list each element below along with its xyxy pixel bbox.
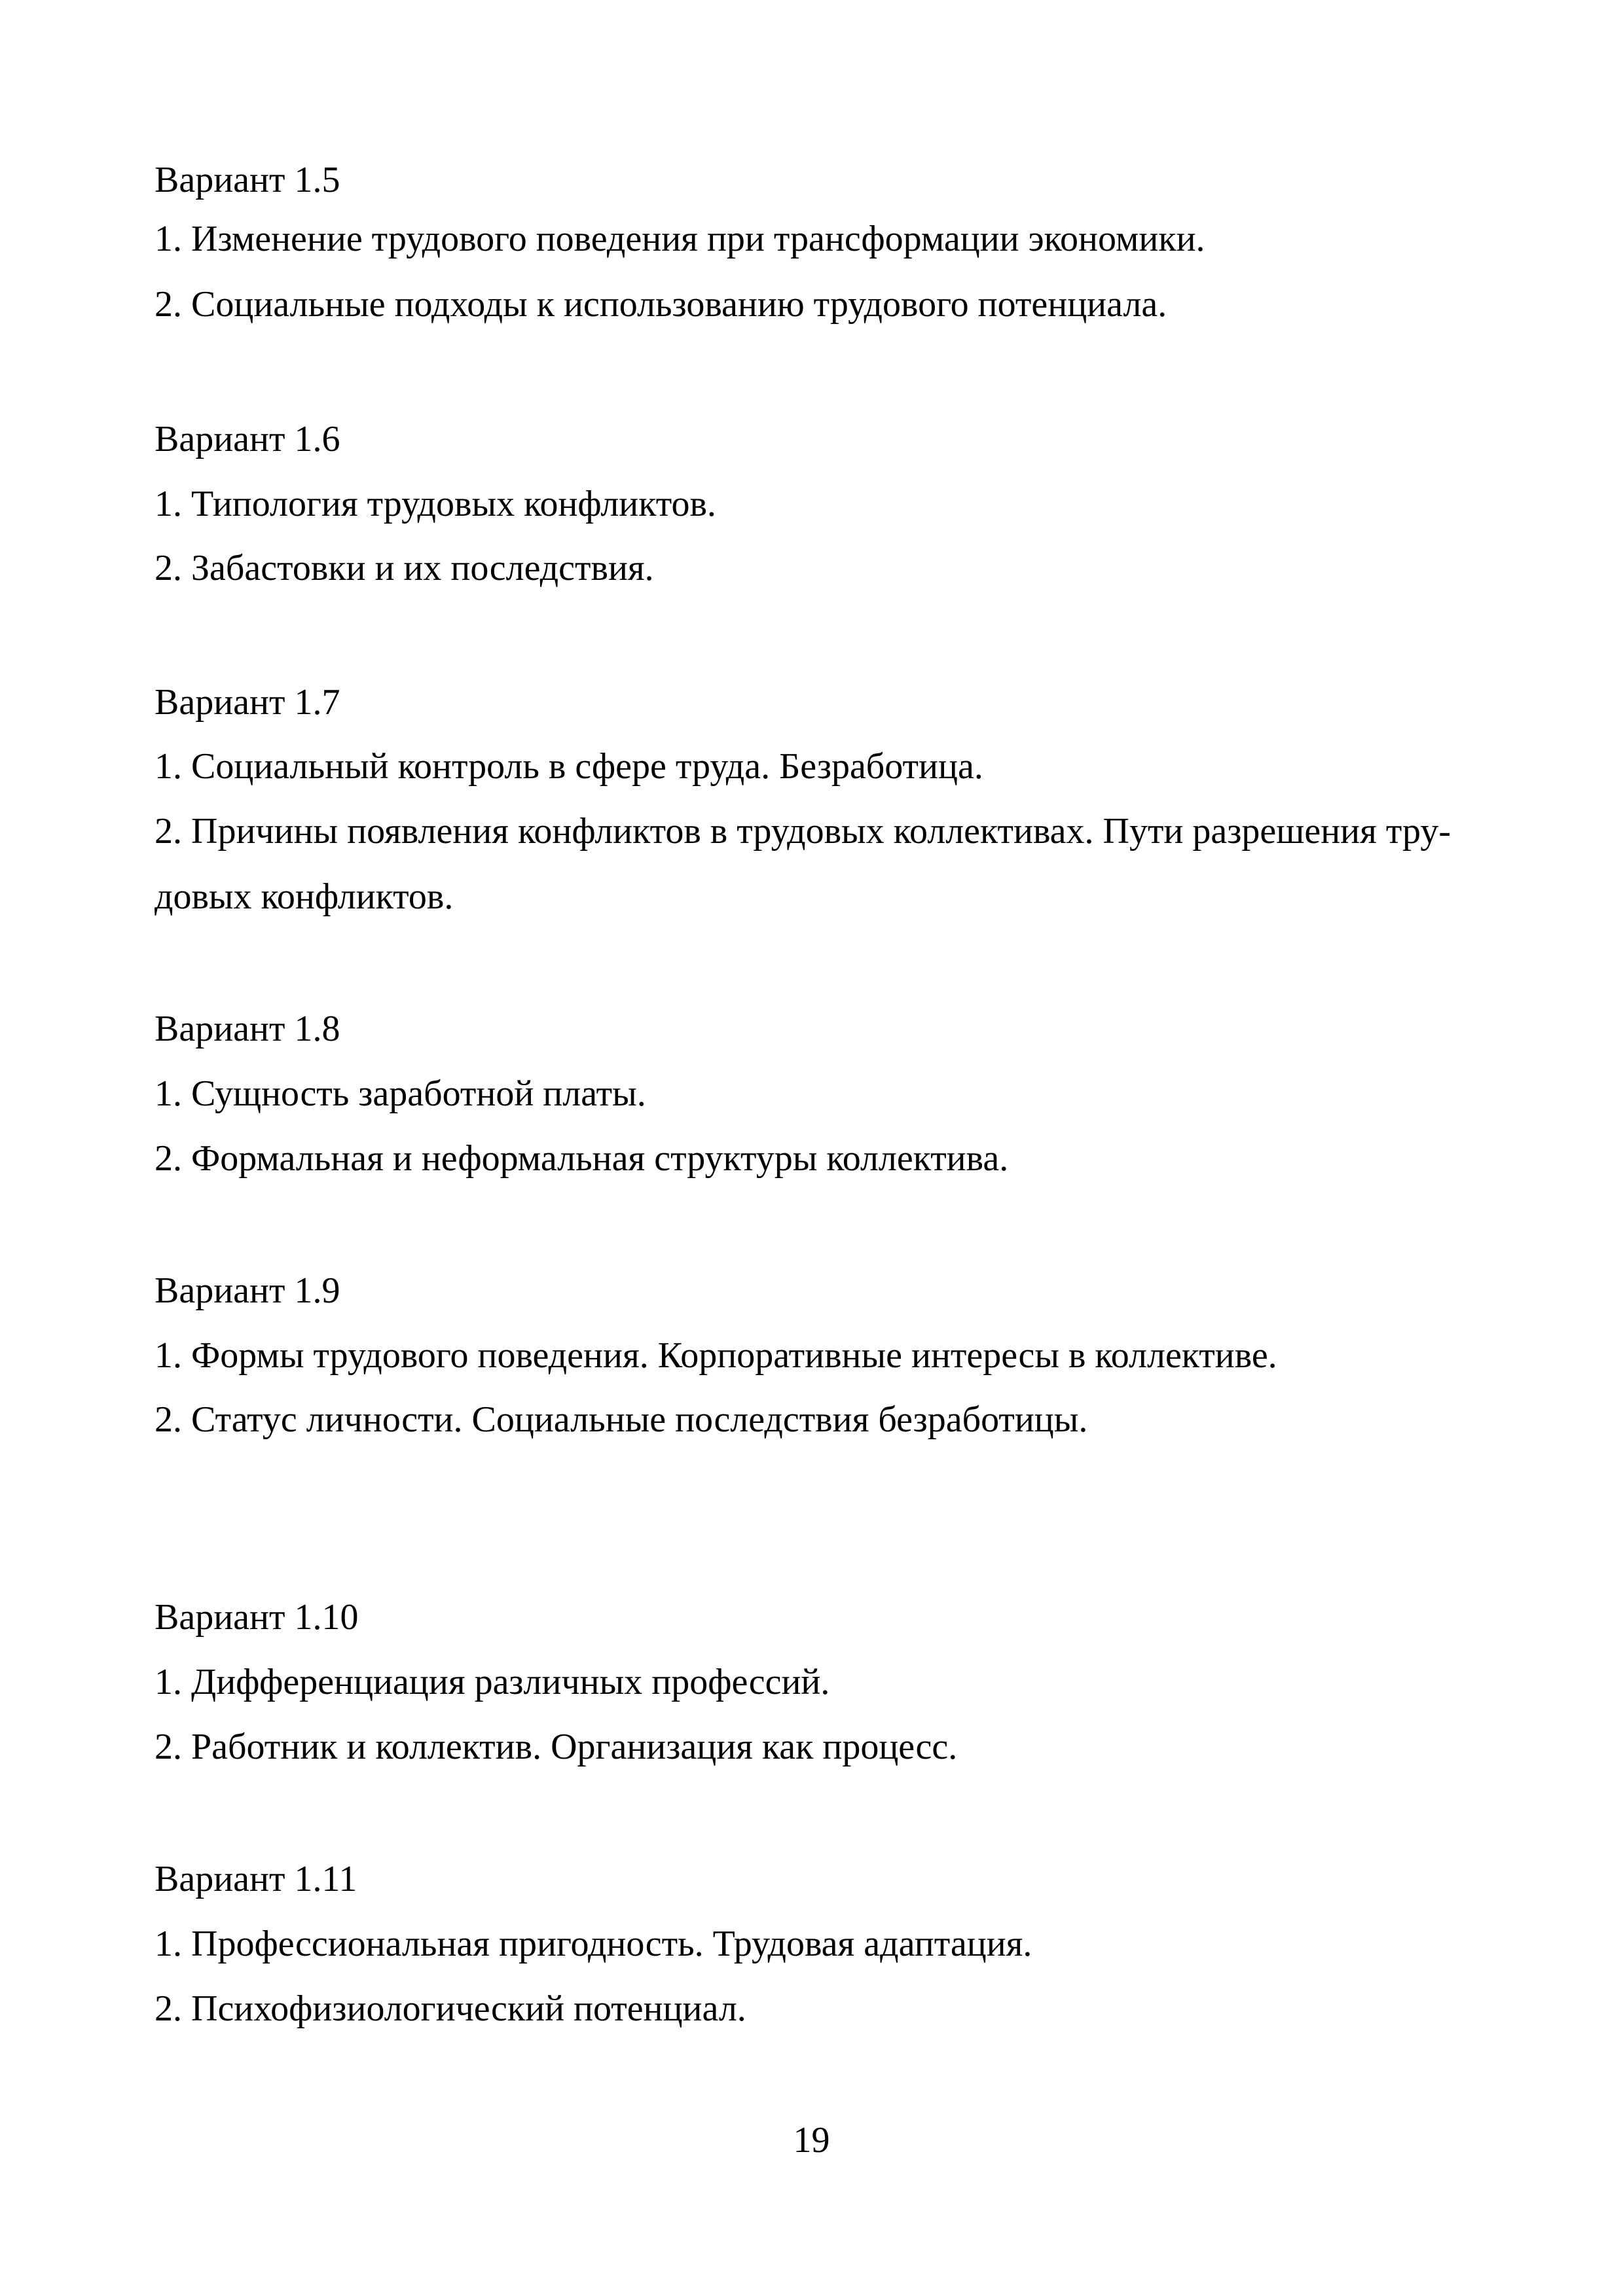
variant-item: 2. Работник и коллектив. Организация как процесс. [155,1727,958,1767]
variant-item: 1. Дифференциация различных профессий. [155,1662,830,1702]
variant-item: 1. Формы трудового поведения. Корпоративные интересы в коллективе. [155,1335,1277,1376]
variant-item: 1. Изменение трудового поведения при трансформации экономики. [155,219,1205,259]
variant-heading: Вариант 1.10 [155,1597,359,1638]
variant-item: 2. Формальная и неформальная структуры коллектива. [155,1138,1009,1179]
variant-item-continuation: довых конфликтов. [155,876,454,917]
variant-item: 2. Статус личности. Социальные последствия безработицы. [155,1399,1088,1440]
variant-heading: Вариант 1.8 [155,1009,340,1049]
variant-item: 2. Забастовки и их последствия. [155,548,654,588]
variant-item: 2. Социальные подходы к использованию трудового потенциала. [155,284,1167,325]
variant-item: 2. Причины появления конфликтов в трудовых коллективах. Пути разрешения тру- [155,811,1451,852]
variant-heading: Вариант 1.11 [155,1859,357,1899]
variant-heading: Вариант 1.5 [155,160,340,200]
variant-heading: Вариант 1.9 [155,1270,340,1311]
variant-item: 1. Типология трудовых конфликтов. [155,484,716,524]
variant-item: 2. Психофизиологический потенциал. [155,1988,746,2029]
variant-heading: Вариант 1.6 [155,419,340,459]
variant-item: 1. Социальный контроль в сфере труда. Безработица. [155,746,983,787]
variant-heading: Вариант 1.7 [155,682,340,723]
variant-item: 1. Профессиональная пригодность. Трудовая адаптация. [155,1924,1032,1964]
page-number: 19 [793,2120,830,2161]
variant-item: 1. Сущность заработной платы. [155,1073,646,1114]
